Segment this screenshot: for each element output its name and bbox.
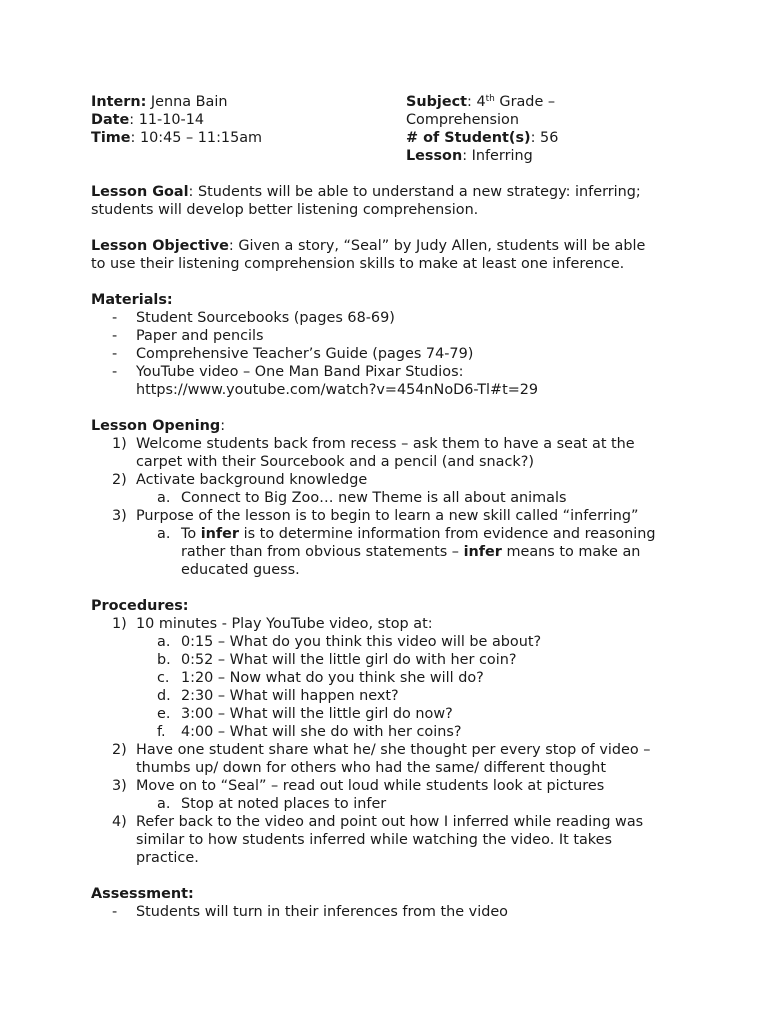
lesson-objective: [91, 237, 691, 273]
lesson-objective-text-2: to use their listening comprehension skills to make at least one inference.: [91, 256, 625, 272]
intern-line: [91, 93, 391, 111]
lesson-label: Lesson: [406, 148, 463, 164]
header-right: [406, 93, 606, 165]
lesson-objective-label: Lesson Objective: [91, 238, 229, 254]
list-item: a. To infer is to determine information from evidence and reasoning rather than from obvious statements – infer means to make an educated guess.: [157, 526, 656, 578]
list-item: d. 2:30 – What will happen next?: [157, 688, 399, 704]
list-item: c. 1:20 – Now what do you think she will do?: [157, 670, 484, 686]
header-left: [91, 93, 391, 147]
subject-line-2: Comprehension: [406, 112, 519, 128]
list-item: f. 4:00 – What will she do with her coins?: [157, 724, 462, 740]
dash-marker: -: [112, 328, 118, 344]
subject-superscript: th: [485, 94, 495, 104]
dash-marker: -: [112, 310, 118, 326]
document-body: [91, 183, 691, 939]
date-line: [91, 111, 391, 129]
time-value: : 10:45 – 11:15am: [130, 130, 263, 146]
students-value: : 56: [530, 130, 559, 146]
lesson-goal-label: Lesson Goal: [91, 184, 189, 200]
intern-value: Jenna Bain: [146, 94, 228, 110]
list-item: a. 0:15 – What do you think this video will be about?: [157, 634, 542, 650]
list-item: - YouTube video – One Man Band Pixar Studios: https://www.youtube.com/watch?v=454nNoD6-Tl#t=29: [91, 363, 691, 399]
list-item: 2) Have one student share what he/ she thought per every stop of video – thumbs up/ down for others who had the same/ different thought: [112, 742, 651, 776]
dash-marker: -: [112, 346, 118, 362]
lesson-line: [406, 147, 606, 165]
dash-marker: -: [112, 364, 118, 380]
list-item: 2) Activate background knowledge a. Connect to Big Zoo… new Theme is all about animals: [91, 471, 691, 507]
time-line: [91, 129, 391, 147]
lesson-goal-text-2: students will develop better listening comprehension.: [91, 202, 479, 218]
students-line: [406, 129, 606, 147]
lesson-goal: [91, 183, 691, 219]
students-label: # of Student(s): [406, 130, 531, 146]
subject-label: Subject: [406, 94, 468, 110]
youtube-url: https://www.youtube.com/watch?v=454nNoD6-Tl#t=29: [136, 382, 539, 398]
opening-list: [91, 435, 691, 579]
list-item: - Comprehensive Teacher’s Guide (pages 74-79): [112, 346, 474, 362]
lesson-opening-section: Lesson Opening: 1) Welcome students back from recess – ask them to have a seat at the carpet with their Sourcebook and a pencil (and snack?) 2) Activate background knowledge a. Connect to Big Zoo… new Theme is all about animals 3) Purpose of the lesson is to begin to learn a new skill called “inferring” a. To infer is to determine information from evidence and reasoning rather than from obvious statements – infer means to make an educated guess.: [91, 417, 691, 579]
assessment-list: [91, 903, 691, 921]
dash-marker: -: [112, 904, 118, 920]
list-item: - Student Sourcebooks (pages 68-69): [112, 310, 395, 326]
subject-line: [406, 93, 606, 111]
materials-title: Materials:: [91, 292, 173, 308]
materials-section: [91, 291, 691, 399]
subject-value-pre: : 4: [467, 94, 486, 110]
lesson-objective-text: : Given a story, “Seal” by Judy Allen, students will be able: [228, 238, 646, 254]
date-value: : 11-10-14: [129, 112, 205, 128]
list-item: 1) Welcome students back from recess – ask them to have a seat at the carpet with their Sourcebook and a pencil (and snack?): [112, 436, 635, 470]
subject-value-post: Grade –: [494, 94, 556, 110]
materials-list: [91, 309, 691, 399]
list-item: 3) Move on to “Seal” – read out loud while students look at pictures a. Stop at noted places to infer: [91, 777, 691, 813]
list-item: 3) Purpose of the lesson is to begin to learn a new skill called “inferring” a. To infer is to determine information from evidence and reasoning rather than from obvious statements – infer means to make an educated guess.: [91, 507, 691, 579]
intern-label: Intern:: [91, 94, 147, 110]
procedures-title: Procedures:: [91, 598, 189, 614]
list-item: b. 0:52 – What will the little girl do with her coin?: [157, 652, 517, 668]
list-item: - Paper and pencils: [112, 328, 264, 344]
list-item: e. 3:00 – What will the little girl do now?: [157, 706, 453, 722]
list-item: - Students will turn in their inferences from the video: [112, 904, 508, 920]
list-item: 4) Refer back to the video and point out how I inferred while reading was similar to how students inferred while watching the video. It takes practice.: [112, 814, 644, 866]
lesson-opening-title: Lesson Opening: [91, 418, 221, 434]
date-label: Date: [91, 112, 130, 128]
lesson-value: : Inferring: [462, 148, 533, 164]
list-item: 1) 10 minutes - Play YouTube video, stop at: a. 0:15 – What do you think this video will be about? b. 0:52 – What will the little girl do with her coin? c. 1:20 – Now what do you think she will do? d. 2:30 – What will happen next? e. 3:00 – What will the little girl do now? f. 4:00 – What will she do with her coins?: [91, 615, 691, 741]
list-item: a. Connect to Big Zoo… new Theme is all about animals: [157, 490, 567, 506]
procedures-list: [91, 615, 691, 867]
procedures-section: [91, 597, 691, 867]
list-item: a. Stop at noted places to infer: [157, 796, 387, 812]
time-label: Time: [91, 130, 131, 146]
assessment-title: Assessment:: [91, 886, 194, 902]
assessment-section: [91, 885, 691, 921]
lesson-goal-text: : Students will be able to understand a new strategy: inferring;: [188, 184, 641, 200]
